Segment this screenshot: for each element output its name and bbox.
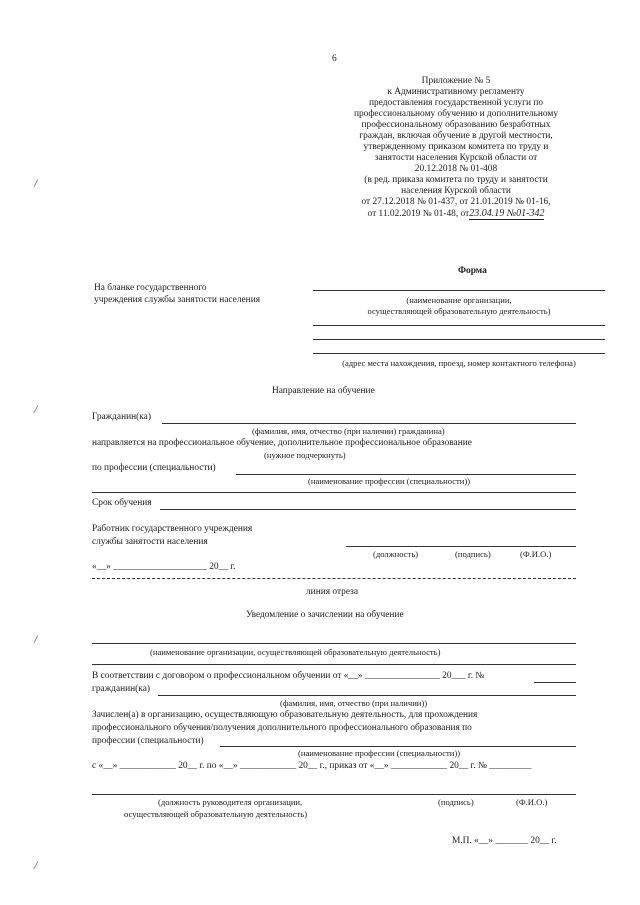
citizen-label: Гражданин(ка) [92, 412, 151, 422]
worker-signature-line [346, 546, 576, 547]
cut-line-label: линия отреза [306, 587, 358, 597]
blank-note-line1: На бланке государственного [94, 283, 207, 293]
head-name-caption: (Ф.И.О.) [516, 797, 548, 807]
enrolled-line3: профессии (специальности) [92, 736, 204, 746]
header-line: от 27.12.2018 № 01-437, от 21.01.2019 № 01-16, [361, 197, 551, 207]
header-line: 20.12.2018 № 01-408 [414, 164, 498, 174]
sig-signature-caption: (подпись) [455, 549, 491, 559]
handwritten-amendment: 23.04.19 №01-342 [469, 208, 545, 219]
margin-mark: / [34, 858, 38, 872]
profession-label: по профессии (специальности) [92, 463, 216, 473]
address-caption: (адрес места нахождения, проезд, номер контактного телефона) [342, 358, 576, 368]
margin-mark: / [34, 402, 38, 416]
citizen-caption: (фамилия, имя, отчество (при наличии) гражданина) [252, 426, 445, 436]
enrolled-line1: Зачислен(а) в организацию, осуществляющую образовательную деятельность, для прохождения [92, 710, 478, 720]
org-name-line [313, 290, 605, 291]
org-notify-line [92, 643, 576, 644]
head-caption-line2: осуществляющей образовательную деятельность) [124, 809, 308, 819]
contract-number-line [534, 682, 576, 683]
underline-note: (нужное подчеркнуть) [264, 450, 346, 460]
sig-position-caption: (должность) [373, 549, 419, 559]
page-number: 6 [332, 54, 337, 64]
citizen2-label: гражданин(ка) [92, 684, 150, 694]
enrolled-profession-caption: (наименование профессии (специальности)) [298, 748, 461, 758]
header-line: профессиональному образованию безработных [361, 120, 551, 130]
term-line [160, 509, 576, 510]
profession-caption: (наименование профессии (специальности)) [308, 476, 471, 486]
header-line: предоставления государственной услуги по [368, 98, 544, 108]
header-line: граждан, включая обучение в другой местности, [359, 131, 553, 141]
period-line: с «__» ____________ 20__ г. по «__» ____________ 20__ г., приказ от «__» ____________ 20__ г. № _________ [92, 761, 532, 771]
enrolled-line2: профессионального обучения/получения дополнительного профессионального образования по [92, 723, 472, 733]
section1-title: Направление на обучение [272, 386, 375, 396]
header-line: занятости населения Курской области от [374, 153, 538, 163]
directed-text: направляется на профессиональное обучение, дополнительное профессиональное образование [92, 438, 472, 448]
citizen-name-line [162, 423, 576, 424]
org-caption-line1: (наименование организации, [406, 295, 512, 305]
cut-line [92, 578, 576, 579]
profession-line [236, 474, 576, 475]
citizen2-line [158, 695, 576, 696]
org-notify-extra-line [92, 664, 576, 665]
sig-name-caption: (Ф.И.О.) [520, 549, 552, 559]
blank-note-line2: учреждения службы занятости населения [94, 295, 261, 305]
margin-mark: / [34, 632, 38, 646]
header-line: Приложение № 5 [421, 76, 491, 86]
profession-extra-line [92, 492, 576, 493]
header-line: профессиональному обучению и дополнительному [353, 109, 559, 119]
margin-mark: / [34, 176, 38, 190]
org-caption-line2: осуществляющей образовательную деятельность) [367, 306, 551, 316]
header-line: населения Курской области [401, 186, 511, 196]
address-line [313, 353, 605, 354]
section2-title: Уведомление о зачислении на обучение [246, 610, 404, 620]
worker-line2: службы занятости населения [92, 537, 208, 547]
contract-text: В соответствии с договором о профессиональном обучении от «__» ________________ 20___ г. № [92, 671, 485, 681]
date-line: «__» ____________________ 20__ г. [92, 562, 236, 572]
head-caption-line1: (должность руководителя организации, [158, 797, 303, 807]
header-line: (в ред. приказа комитета по труду и занятости [364, 175, 548, 185]
enrolled-profession-line [220, 746, 576, 747]
header-line: к Административному регламенту [387, 87, 525, 97]
stamp-line: М.П. «__» _______ 20__ г. [452, 836, 557, 846]
worker-line1: Работник государственного учреждения [92, 524, 253, 534]
header-line-last-text: от 11.02.2019 № 01-48, от [367, 209, 470, 219]
appendix-header [326, 76, 586, 220]
header-line-last [326, 208, 586, 220]
head-signature-line [92, 794, 576, 795]
head-signature-caption: (подпись) [438, 797, 474, 807]
term-label: Срок обучения [92, 498, 152, 508]
address-line [313, 339, 605, 340]
header-line: утвержденному приказом комитета по труду и [363, 142, 549, 152]
citizen2-caption: (фамилия, имя, отчество (при наличии)) [280, 698, 428, 708]
form-label: Форма [458, 266, 487, 276]
address-line [313, 325, 605, 326]
org-notify-caption: (наименование организации, осуществляющей образовательную деятельность) [150, 647, 441, 657]
